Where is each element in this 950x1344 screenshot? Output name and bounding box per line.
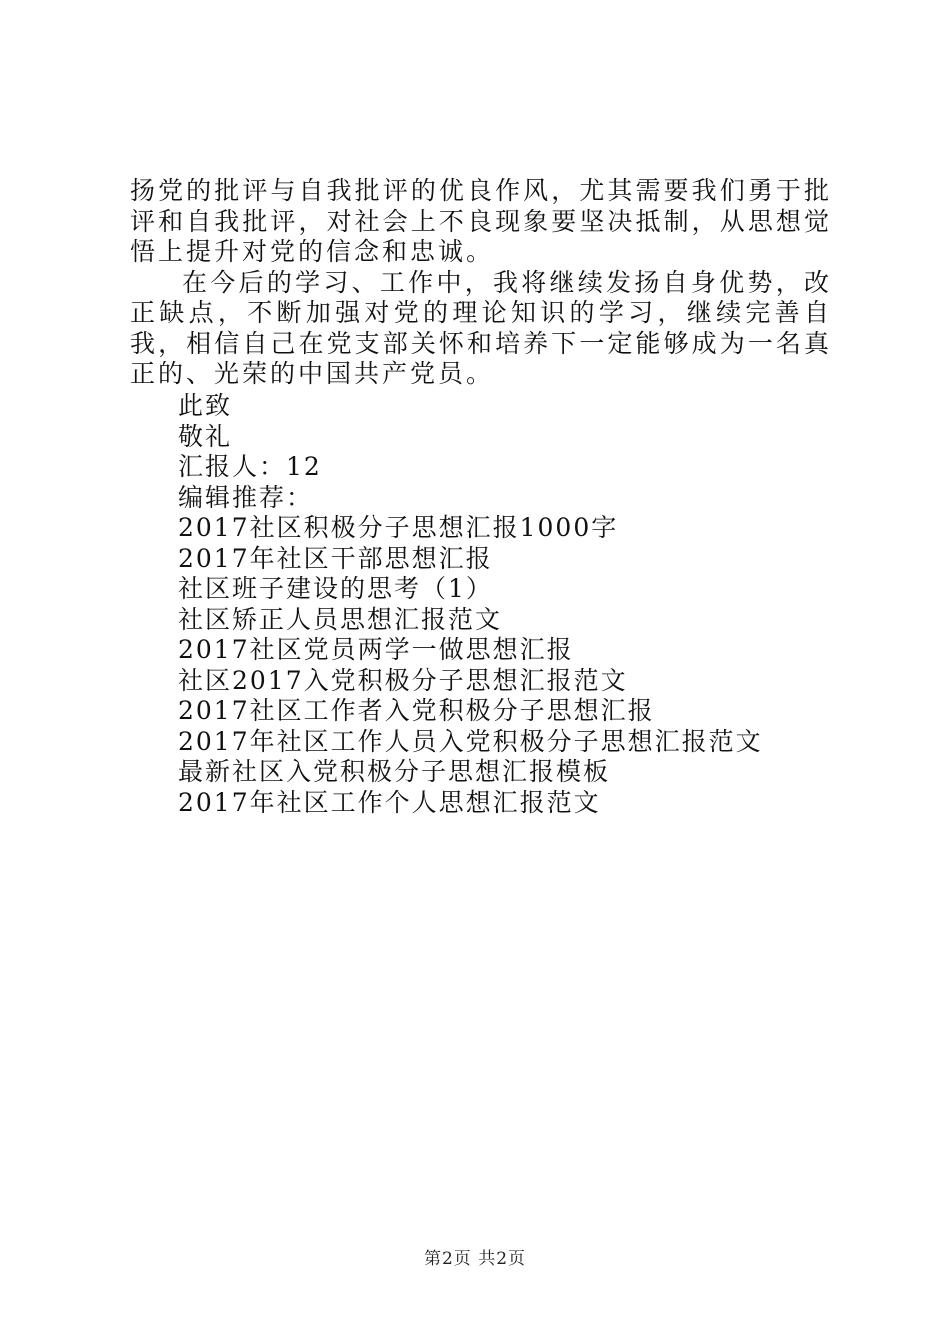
reporter-line: 汇报人：12 <box>178 452 322 481</box>
salutation-cizhi: 此致 <box>178 391 233 420</box>
recommend-link[interactable]: 2017年社区工作个人思想汇报范文 <box>178 787 601 817</box>
recommend-link[interactable]: 2017社区积极分子思想汇报1000字 <box>178 513 619 542</box>
page-number-footer: 第2页 共2页 <box>423 1249 527 1269</box>
recommend-link[interactable]: 2017社区工作者入党积极分子思想汇报 <box>178 696 655 725</box>
paragraph-future-plan: 在今后的学习、工作中，我将继续发扬自身优势，改正缺点，不断加强对党的理论知识的学习，继续完善自我，相信自己在党支部关怀和培养下一定能够成为一名真正的、光荣的中国共产党员。 <box>130 267 832 388</box>
recommend-link[interactable]: 社区矫正人员思想汇报范文 <box>178 604 503 634</box>
salutation-jingli: 敬礼 <box>178 421 233 451</box>
closing-section <box>178 391 838 818</box>
document-body <box>130 176 832 390</box>
recommend-link[interactable]: 2017年社区工作人员入党积极分子思想汇报范文 <box>178 726 763 756</box>
recommend-link[interactable]: 最新社区入党积极分子思想汇报模板 <box>178 757 611 786</box>
recommend-heading: 编辑推荐： <box>178 482 314 512</box>
recommend-link[interactable]: 2017年社区干部思想汇报 <box>178 543 493 573</box>
recommend-link[interactable]: 社区2017入党积极分子思想汇报范文 <box>178 665 628 695</box>
paragraph-continuation: 扬党的批评与自我批评的优良作风，尤其需要我们勇于批评和自我批评，对社会上不良现象要坚决抵制，从思想觉悟上提升对党的信念和忠诚。 <box>130 176 832 266</box>
recommend-link[interactable]: 2017社区党员两学一做思想汇报 <box>178 635 574 664</box>
recommend-link[interactable]: 社区班子建设的思考（1） <box>178 574 493 603</box>
